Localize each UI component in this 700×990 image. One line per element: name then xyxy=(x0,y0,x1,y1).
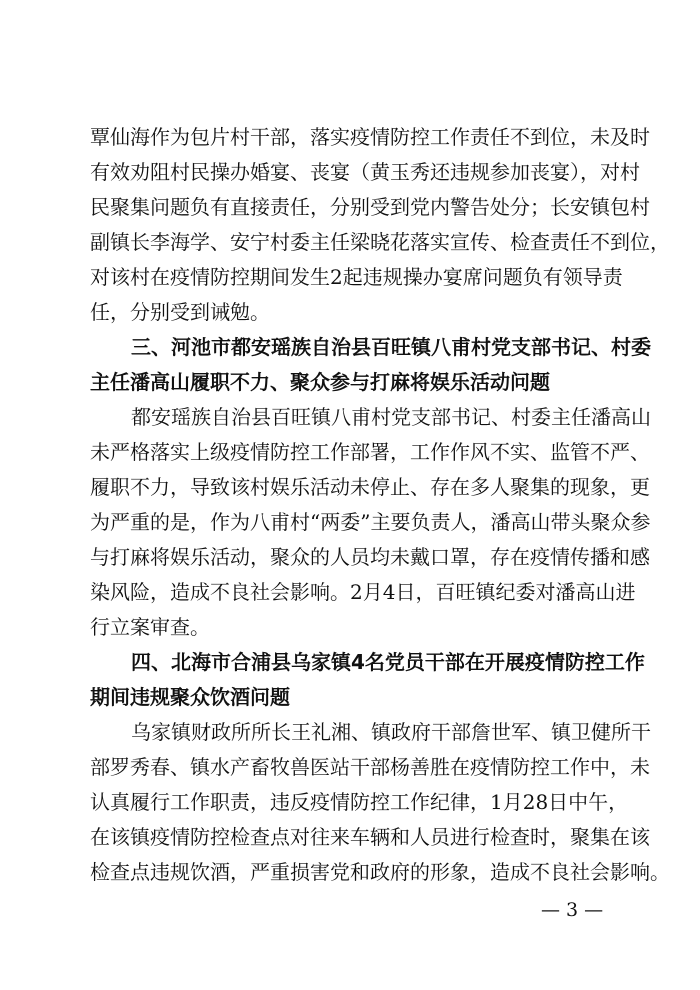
paragraph-line: 与打麻将娱乐活动，聚众的人员均未戴口罩，存在疫情传播和感 xyxy=(90,545,650,569)
paragraph-line: 任，分别受到诫勉。 xyxy=(90,300,270,324)
paragraph-line: 认真履行工作职责，违反疫情防控工作纪律，1月28日中午， xyxy=(90,790,629,814)
section-heading: 四、北海市合浦县乌家镇4名党员干部在开展疫情防控工作 xyxy=(131,650,645,674)
paragraph-line: 染风险，造成不良社会影响。2月4日，百旺镇纪委对潘高山进 xyxy=(90,580,636,604)
section-heading: 期间违规聚众饮酒问题 xyxy=(90,685,290,709)
paragraph-line: 未严格落实上级疫情防控工作部署，工作作风不实、监管不严、 xyxy=(90,440,650,464)
section-heading: 三、河池市都安瑶族自治县百旺镇八甫村党支部书记、村委 xyxy=(131,335,651,359)
paragraph-line: 民聚集问题负有直接责任，分别受到党内警告处分；长安镇包村 xyxy=(90,195,650,219)
paragraph-line: 有效劝阻村民操办婚宴、丧宴（黄玉秀还违规参加丧宴），对村 xyxy=(90,160,640,184)
paragraph-line: 覃仙海作为包片村干部，落实疫情防控工作责任不到位，未及时 xyxy=(90,125,650,149)
paragraph-line: 为严重的是，作为八甫村“两委”主要负责人，潘高山带头聚众参 xyxy=(90,510,651,534)
paragraph-line: 部罗秀春、镇水产畜牧兽医站干部杨善胜在疫情防控工作中，未 xyxy=(90,755,650,779)
page-number: — 3 — xyxy=(541,899,604,921)
paragraph-line: 在该镇疫情防控检查点对往来车辆和人员进行检查时，聚集在该 xyxy=(90,825,650,849)
paragraph-line: 对该村在疫情防控期间发生2起违规操办宴席问题负有领导责 xyxy=(90,265,623,289)
paragraph-line: 检查点违规饮酒，严重损害党和政府的形象，造成不良社会影响。 xyxy=(90,860,670,884)
section-heading: 主任潘高山履职不力、聚众参与打麻将娱乐活动问题 xyxy=(90,370,550,394)
paragraph-line: 行立案审查。 xyxy=(90,615,210,639)
paragraph-line: 履职不力，导致该村娱乐活动未停止、存在多人聚集的现象，更 xyxy=(90,475,650,499)
paragraph-line: 都安瑶族自治县百旺镇八甫村党支部书记、村委主任潘高山 xyxy=(131,405,651,429)
paragraph-line: 乌家镇财政所所长王礼湘、镇政府干部詹世军、镇卫健所干 xyxy=(131,720,651,744)
paragraph-line: 副镇长李海学、安宁村委主任梁晓花落实宣传、检查责任不到位， xyxy=(90,230,670,254)
